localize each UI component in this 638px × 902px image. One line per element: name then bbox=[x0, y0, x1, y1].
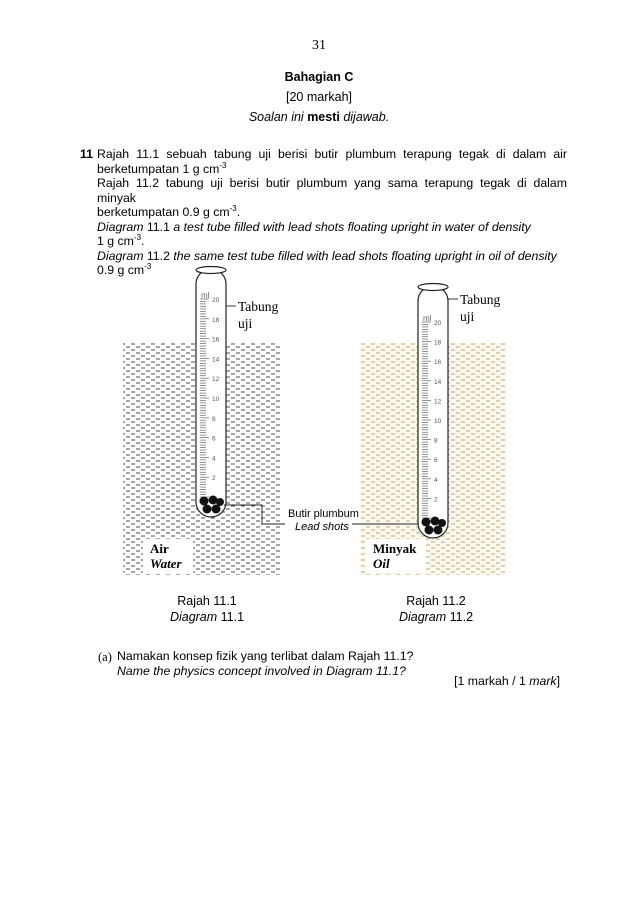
oil-scale-tick-label: 6 bbox=[434, 457, 438, 465]
question-line-4: berketumpatan 0.9 g $cm^{-3}$. bbox=[97, 204, 241, 219]
lead-label-ms: Butir plumbum bbox=[288, 508, 359, 520]
part-a-question-ms: Namakan konsep fizik yang terlibat dalam Rajah 11.1? bbox=[117, 649, 414, 663]
oil-scale-tick-label: 20 bbox=[434, 320, 442, 327]
part-a-marks: [1 markah / 1 mark] bbox=[454, 674, 560, 688]
question-number: 11 bbox=[80, 147, 93, 161]
part-a-label: (a) bbox=[98, 650, 112, 664]
question-en-line-3: Diagram 11.2 the same test tube filled with lead shots floating upright in oil of density bbox=[97, 248, 557, 263]
question-line-1: Rajah 11.1 sebuah tabung uji berisi butir plumbum terapung tegak di dalam air bbox=[97, 147, 567, 161]
water-tube-label-2: uji bbox=[238, 316, 253, 331]
oil-scale-tick-label: 12 bbox=[434, 398, 442, 406]
oil-label-en: Oil bbox=[373, 556, 390, 571]
page-number: 31 bbox=[312, 38, 326, 53]
question-en-line-4: 0.9 g $cm^{-3}$ bbox=[97, 262, 152, 277]
water-label-ms: Air bbox=[150, 541, 169, 556]
water-test-tube bbox=[196, 267, 226, 518]
water-label-en: Water bbox=[150, 556, 182, 571]
question-line-3: Rajah 11.2 tabung uji berisi butir plumbum yang sama terapung tegak di dalam minyak bbox=[97, 176, 567, 205]
oil-ml-label: ml bbox=[423, 314, 432, 323]
caption-diagram-11-1: Rajah 11.1 Diagram 11.1 bbox=[169, 594, 245, 624]
oil-scale-tick-label: 14 bbox=[434, 378, 442, 386]
tube-rim bbox=[196, 267, 226, 274]
tube-rim bbox=[418, 284, 448, 291]
question-en-line-1: Diagram 11.1 a test tube filled with lead shots floating upright in water of density bbox=[97, 219, 531, 234]
water-scale-tick-label: 8 bbox=[212, 415, 216, 423]
oil-scale-tick-label: 18 bbox=[434, 339, 442, 347]
oil-tube-label-2: uji bbox=[460, 309, 475, 324]
question-line-2: berketumpatan 1 g $cm^{-3}$ bbox=[97, 160, 227, 176]
oil-scale-tick-label: 2 bbox=[434, 496, 438, 504]
water-scale-tick-label: 10 bbox=[212, 396, 220, 403]
water-scale-tick-label: 16 bbox=[212, 336, 220, 344]
water-tube-label-1: Tabung bbox=[238, 299, 279, 314]
caption-diagram-11-2: Rajah 11.2 Diagram 11.2 bbox=[398, 594, 474, 624]
lead-label-en: Lead shots bbox=[295, 521, 349, 533]
water-ml-label: ml bbox=[201, 291, 210, 300]
water-scale-tick-label: 4 bbox=[212, 455, 216, 463]
water-scale-tick-label: 18 bbox=[212, 316, 220, 324]
water-scale-tick-label: 14 bbox=[212, 356, 220, 364]
water-scale-tick-label: 2 bbox=[212, 475, 216, 483]
section-instruction: Soalan ini mesti dijawab. bbox=[248, 110, 390, 124]
tube-body bbox=[418, 286, 448, 538]
oil-scale-tick-label: 10 bbox=[434, 418, 442, 425]
question-en-line-2: 1 g $cm^{-3}$. bbox=[97, 233, 145, 248]
section-title: Bahagian C bbox=[284, 70, 354, 84]
water-scale-tick-label: 20 bbox=[212, 297, 220, 304]
oil-scale-tick-label: 4 bbox=[434, 476, 438, 484]
oil-scale-tick-label: 16 bbox=[434, 359, 442, 367]
part-a-question bbox=[117, 649, 413, 679]
section-marks: [20 markah] bbox=[285, 90, 352, 104]
oil-label-ms: Minyak bbox=[373, 541, 417, 556]
water-scale-tick-label: 12 bbox=[212, 376, 220, 384]
water-scale-tick-label: 6 bbox=[212, 435, 216, 443]
oil-scale-tick-label: 8 bbox=[434, 437, 438, 445]
oil-tube-label-1: Tabung bbox=[460, 292, 501, 307]
part-a-question-en: Name the physics concept involved in Diagram 11.1? bbox=[117, 664, 406, 678]
